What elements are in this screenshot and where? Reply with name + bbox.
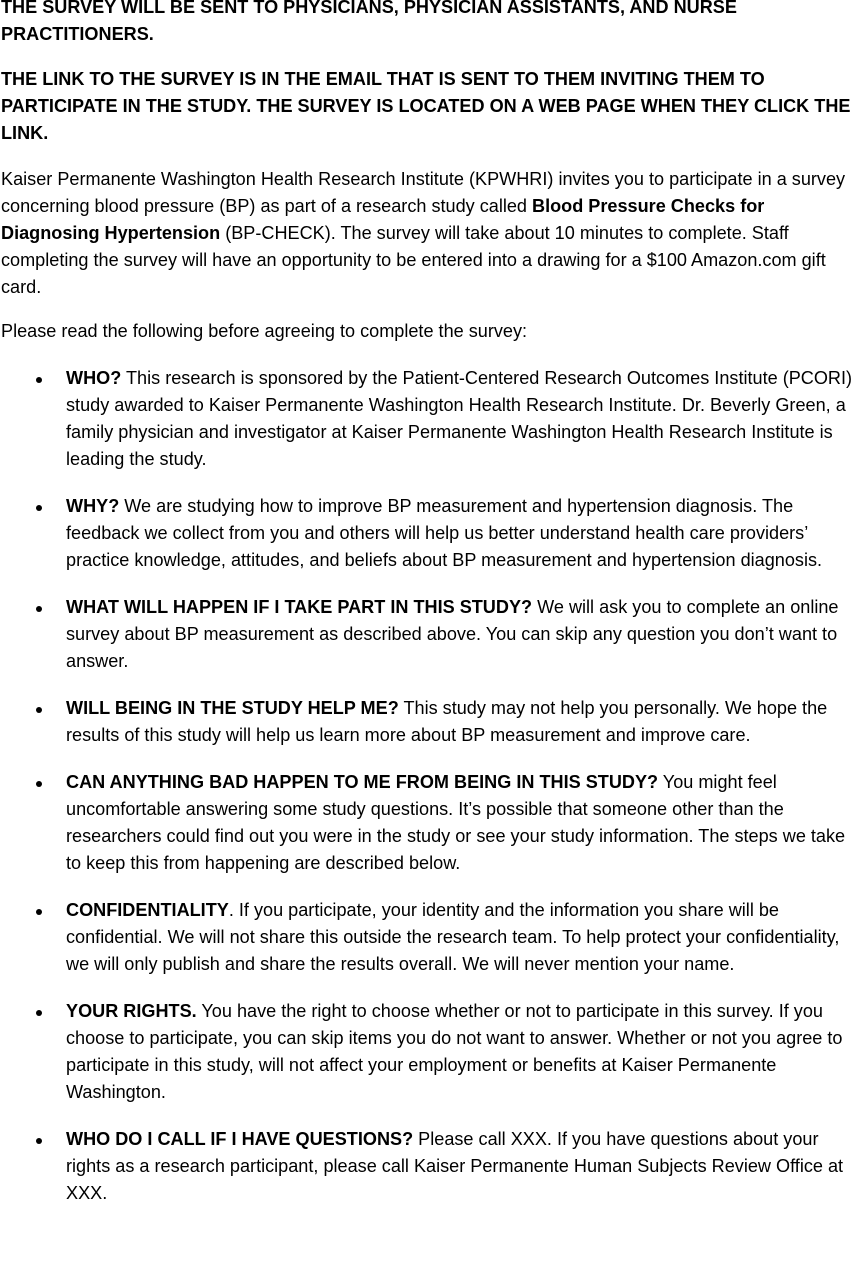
bullet-icon (36, 606, 42, 612)
item-text: You have the right to choose whether or not to participate in this survey. If you choose to participate, you can skip items you do not want to answer. Whether or not you agree to participate in this study, will not affect your employment or benefits at Kaiser Permanente Washington. (66, 1001, 843, 1102)
bullet-icon (36, 1010, 42, 1016)
survey-recipients-notice: THE SURVEY WILL BE SENT TO PHYSICIANS, PHYSICIAN ASSISTANTS, AND NURSE PRACTITIONERS. (1, 0, 737, 44)
bullet-icon (36, 909, 42, 915)
survey-link-notice: THE LINK TO THE SURVEY IS IN THE EMAIL THAT IS SENT TO THEM INVITING THEM TO PARTICIPATE IN THE STUDY. THE SURVEY IS LOCATED ON A WEB PAGE WHEN THEY CLICK THE LINK. (1, 69, 851, 143)
bullet-icon (36, 1138, 42, 1144)
list-item-confidentiality (0, 897, 858, 978)
list-item-questions (0, 1126, 858, 1207)
list-item-your-rights (0, 998, 858, 1106)
item-heading: CONFIDENTIALITY (66, 900, 229, 920)
item-heading: WHO? (66, 368, 122, 388)
item-heading: WILL BEING IN THE STUDY HELP ME? (66, 698, 399, 718)
bullet-icon (36, 377, 42, 383)
instruction-text: Please read the following before agreeing to complete the survey: (1, 321, 528, 341)
intro-paragraph (1, 166, 858, 301)
intro-text-start: Kaiser Permanente Washington Health Research Institute (KPWHRI) invites you to participate in a survey concerning blood pressure (BP) as part of a research study called (1, 169, 846, 216)
item-heading: WHO DO I CALL IF I HAVE QUESTIONS? (66, 1129, 414, 1149)
item-text: You might feel uncomfortable answering some study questions. It’s possible that someone other than the researchers could find out you were in the study or see your study information. The steps we take to keep this from happening are described below. (66, 772, 846, 873)
item-text: Please call XXX. If you have questions about your rights as a research participant, please call Kaiser Permanente Human Subjects Review Office at XXX. (66, 1129, 844, 1203)
item-text: We are studying how to improve BP measurement and hypertension diagnosis. The feedback we collect from you and others will help us better understand health care providers’ practice knowledge, attitudes, and beliefs about BP measurement and hypertension diagnosis. (66, 496, 823, 570)
item-heading: YOUR RIGHTS. (66, 1001, 197, 1021)
list-item-help-me (0, 695, 858, 749)
item-heading: WHAT WILL HAPPEN IF I TAKE PART IN THIS STUDY? (66, 597, 533, 617)
list-item-why (0, 493, 858, 574)
list-item-what-will-happen (0, 594, 858, 675)
item-text: This study may not help you personally. We hope the results of this study will help us learn more about BP measurement and improve care. (66, 698, 828, 745)
item-heading: WHY? (66, 496, 120, 516)
bullet-icon (36, 707, 42, 713)
bullet-icon (36, 505, 42, 511)
study-name: Blood Pressure Checks for Diagnosing Hypertension (1, 196, 765, 243)
item-text: We will ask you to complete an online survey about BP measurement as described above. You can skip any question you don’t want to answer. (66, 597, 839, 671)
list-item-who (0, 365, 858, 473)
bullet-icon (36, 781, 42, 787)
intro-text-end: (BP-CHECK). The survey will take about 10 minutes to complete. Staff completing the survey will have an opportunity to be entered into a drawing for a $100 Amazon.com gift card. (1, 223, 826, 297)
item-text: . If you participate, your identity and the information you share will be confidential. We will not share this outside the research team. To help protect your confidentiality, we will only publish and share the results overall. We will never mention your name. (66, 900, 840, 974)
list-item-risks (0, 769, 858, 877)
item-text: This research is sponsored by the Patient-Centered Research Outcomes Institute (PCORI) study awarded to Kaiser Permanente Washington Health Research Institute. Dr. Beverly Green, a family physician and investigator at Kaiser Permanente Washington Health Research Institute is leading the study. (66, 368, 853, 469)
item-heading: CAN ANYTHING BAD HAPPEN TO ME FROM BEING IN THIS STUDY? (66, 772, 659, 792)
consent-items-list (0, 365, 858, 1227)
